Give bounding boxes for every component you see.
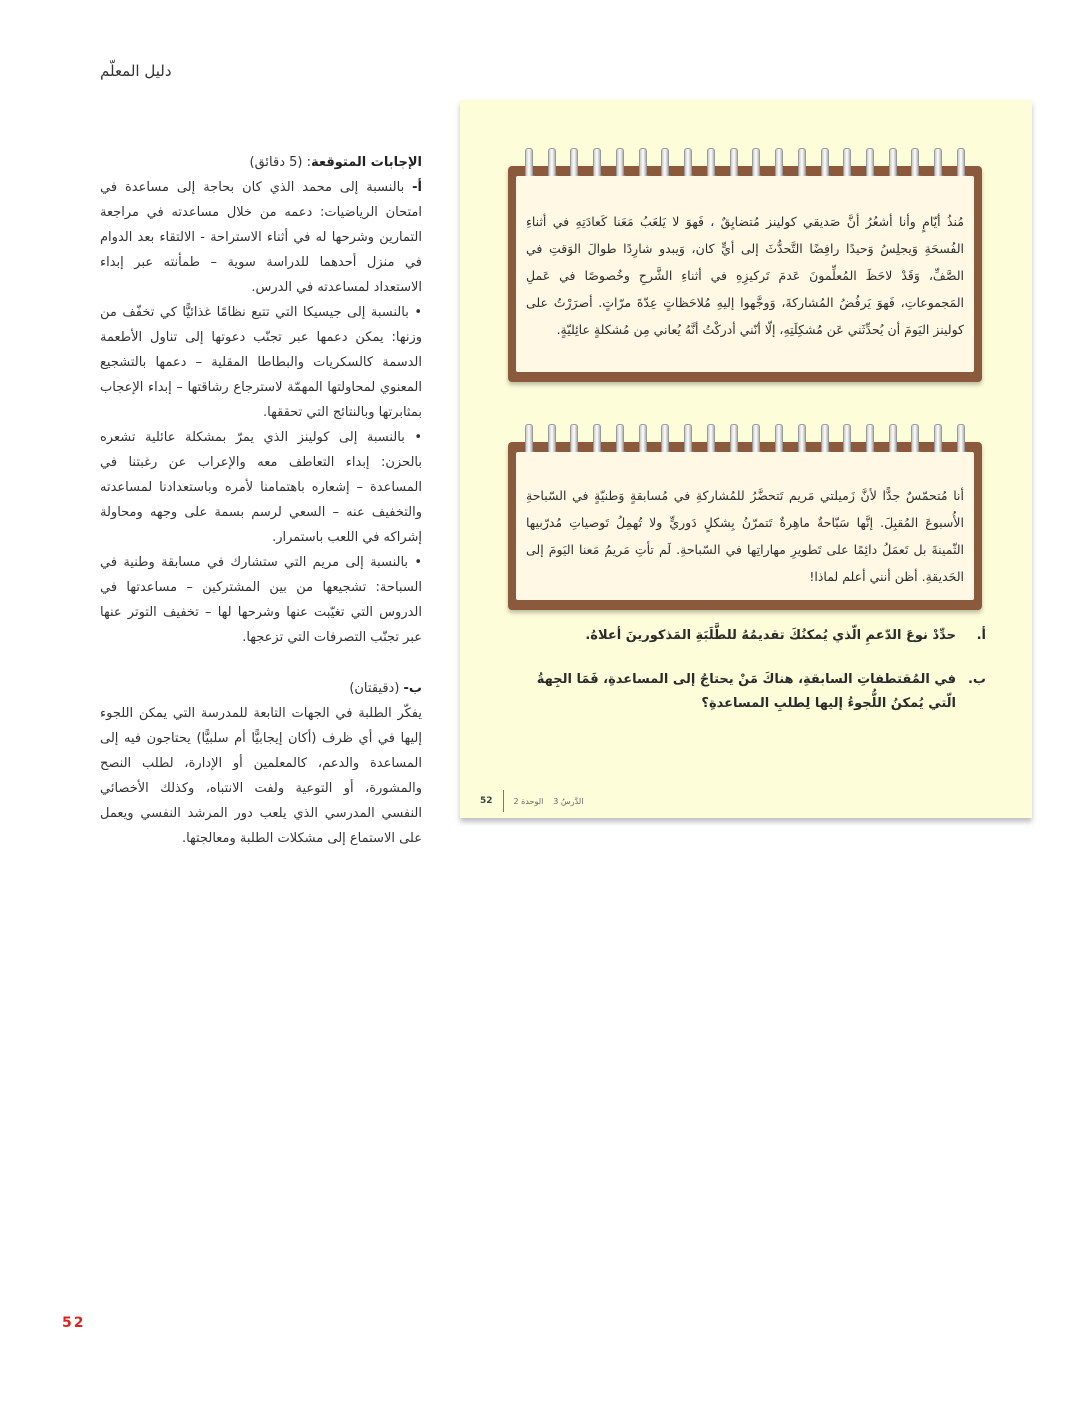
question-a-letter: أ. — [976, 628, 986, 643]
spacer — [100, 650, 422, 676]
footer-lesson: الدَّرسُ 3 — [553, 796, 584, 806]
question-b-letter: ب. — [967, 672, 986, 687]
section-b-heading — [100, 676, 422, 701]
section-b-title: ب- — [403, 681, 422, 696]
expected-answers-heading — [100, 150, 422, 175]
question-a — [516, 624, 986, 648]
footer-page-number: 52 — [480, 796, 493, 806]
section-b-time: (دقيقتان) — [349, 681, 404, 696]
student-book-page — [460, 100, 1032, 818]
teacher-guide-text — [100, 150, 422, 851]
bullet-colins: • بالنسبة إلى كولينز الذي يمرّ بمشكلة عائلية تشعره بالحزن: إبداء التعاطف معه والإعراب عن رغبتنا في المساعدة – إشعاره باهتمامنا لأمره وباستعدادنا لمساعدته والتخفيف عنه – السعي لرسم بسمة على وجهه ومحاولة إشراكه في اللعب باستمرار. — [100, 430, 422, 545]
page-number: 52 — [62, 1315, 86, 1331]
bullet-jessica: • بالنسبة إلى جيسيكا التي تتبع نظامًا غذائيًّا كي تخفّف من وزنها: يمكن دعمها عبر تجنّب دعوتها إلى تناول الأطعمة الدسمة كالسكريات والبطاطا المقلية – دعمها بالتشجيع المعنوي لمحاولتها المهمّة لاسترجاع رشاقتها – إبداء الإعجاب بمثابرتها وبالنتائج التي تحققها. — [100, 305, 422, 420]
footer-divider — [503, 790, 504, 812]
section-a-time: : (5 دقائق) — [249, 155, 312, 170]
bullet-maryam: • بالنسبة إلى مريم التي ستشارك في مسابقة وطنية في السباحة: تشجيعها من بين المشتركين – مساعدتها في الدروس التي تغيّبت عنها وشرحها لها – تخفيف التوتر عنها عبر تجنّب التصرفات التي تزعجها. — [100, 555, 422, 645]
footer-unit: الوحدة 2 — [513, 796, 544, 806]
answer-a-text: بالنسبة إلى محمد الذي كان بحاجة إلى مساعدة في امتحان الرياضيات: دعمه من خلال مساعدته في مراجعة التمارين وشرحها له في أثناء الاستراحة - الالتقاء بعد الدوام في منزل أحدهما للدراسة سوية – طمأنته عبر إبداء الاستعداد لمساعدته في الدرس. — [100, 180, 422, 295]
note-maryam-text: أنا مُتحمّسٌ جدًّا لأنَّ زَميلتي مَريم تَتحضَّرُ للمُشاركةِ في مُسابقةٍ وَطنيّةٍ في السّباحةِ الأُسبوعَ المُقبِلَ. إنَّها سَبّاحةٌ ماهِرةٌ تَتمرّنُ بِشكلٍ دَوريٍّ ولا تُهمِلُ تَوصياتِ مُدرّبيها الثّمينةَ بل تَعمَلُ دائِمًا على تَطويرِ مهاراتِها في السّباحةِ. لَم تأتِ مَريمُ مَعنا اليَومَ إلى الحَديقةِ. أظن أنني أعلم لماذا! — [526, 488, 964, 584]
note-colins-text: مُنذُ أيّامٍ وأنا أشعُرُ أنَّ صَديقي كولينز مُتضايِقٌ ، فَهوَ لا يَلعَبُ مَعَنا كَعادَتِهِ في أثناءِ الفُسحَةِ وَيجلِسُ وَحيدًا رافِضًا التَّحدُّثَ إلى أيٍّ كان، وَيبدو شارِدًا طوالَ الوَقتِ في الصَّفِّ، وَقَدْ لاحَظَ المُعلِّمونَ عَدمَ تَركيزِهِ في أثناءِ الشَّرحِ وخُصوصًا في عَملِ المَجموعاتِ، فَهوَ يَرفُضُ المُشاركةَ، وَوجَّهوا إليهِ مُلاحَظاتٍ عِدّةَ مرّاتٍ. أصرَرْتُ على كولينز اليَومَ أن يُحدِّثَني عَن مُشكِلَتِهِ، إلّا أنّني أدركْتُ أنَّهُ يُعاني مِن مُشكلةٍ عائِليّةٍ. — [526, 214, 964, 337]
question-a-text: حدِّدْ نوعَ الدّعمِ الّذي يُمكنُكَ تقديمُهُ للطَّلَبَةِ المَذكورينَ أعلاهُ. — [585, 628, 956, 643]
answer-a-mohammad — [100, 175, 422, 300]
note-paper — [516, 176, 974, 372]
notebook-card-colins — [508, 166, 982, 382]
question-b-text: في المُقتطفاتِ السابقةِ، هناكَ مَنْ يحتاجُ إلى المساعدةِ، فَمَا الجِهةُ الّتي يُمكنُ اللُّجوءُ إليها لِطلبِ المساعدةِ؟ — [536, 672, 956, 711]
answer-b-text: يفكّر الطلبة في الجهات التابعة للمدرسة التي يمكن اللجوء إليها في أي ظرف (أكان إيجابيًّا أم سلبيًّا) يحتاجون فيه إلى المساعدة والدعم، كالمعلمين أو الإدارة، لطلب النصح والمشورة، أو التوعية ولفت الانتباه، وكذلك الأخصائي النفسي المدرسي الذي يلعب دور المرشد النفسي ويعمل على الاستماع إلى مشكلات الطلبة ومعالجتها. — [100, 706, 422, 846]
book-footer — [480, 790, 583, 812]
notebook-card-maryam — [508, 442, 982, 610]
section-a-title: الإجابات المتوقعة — [311, 155, 422, 170]
answer-a-prefix: أ- — [412, 180, 422, 195]
question-b — [516, 668, 986, 716]
note-paper — [516, 452, 974, 600]
page-header-title: دليل المعلّم — [100, 62, 172, 80]
